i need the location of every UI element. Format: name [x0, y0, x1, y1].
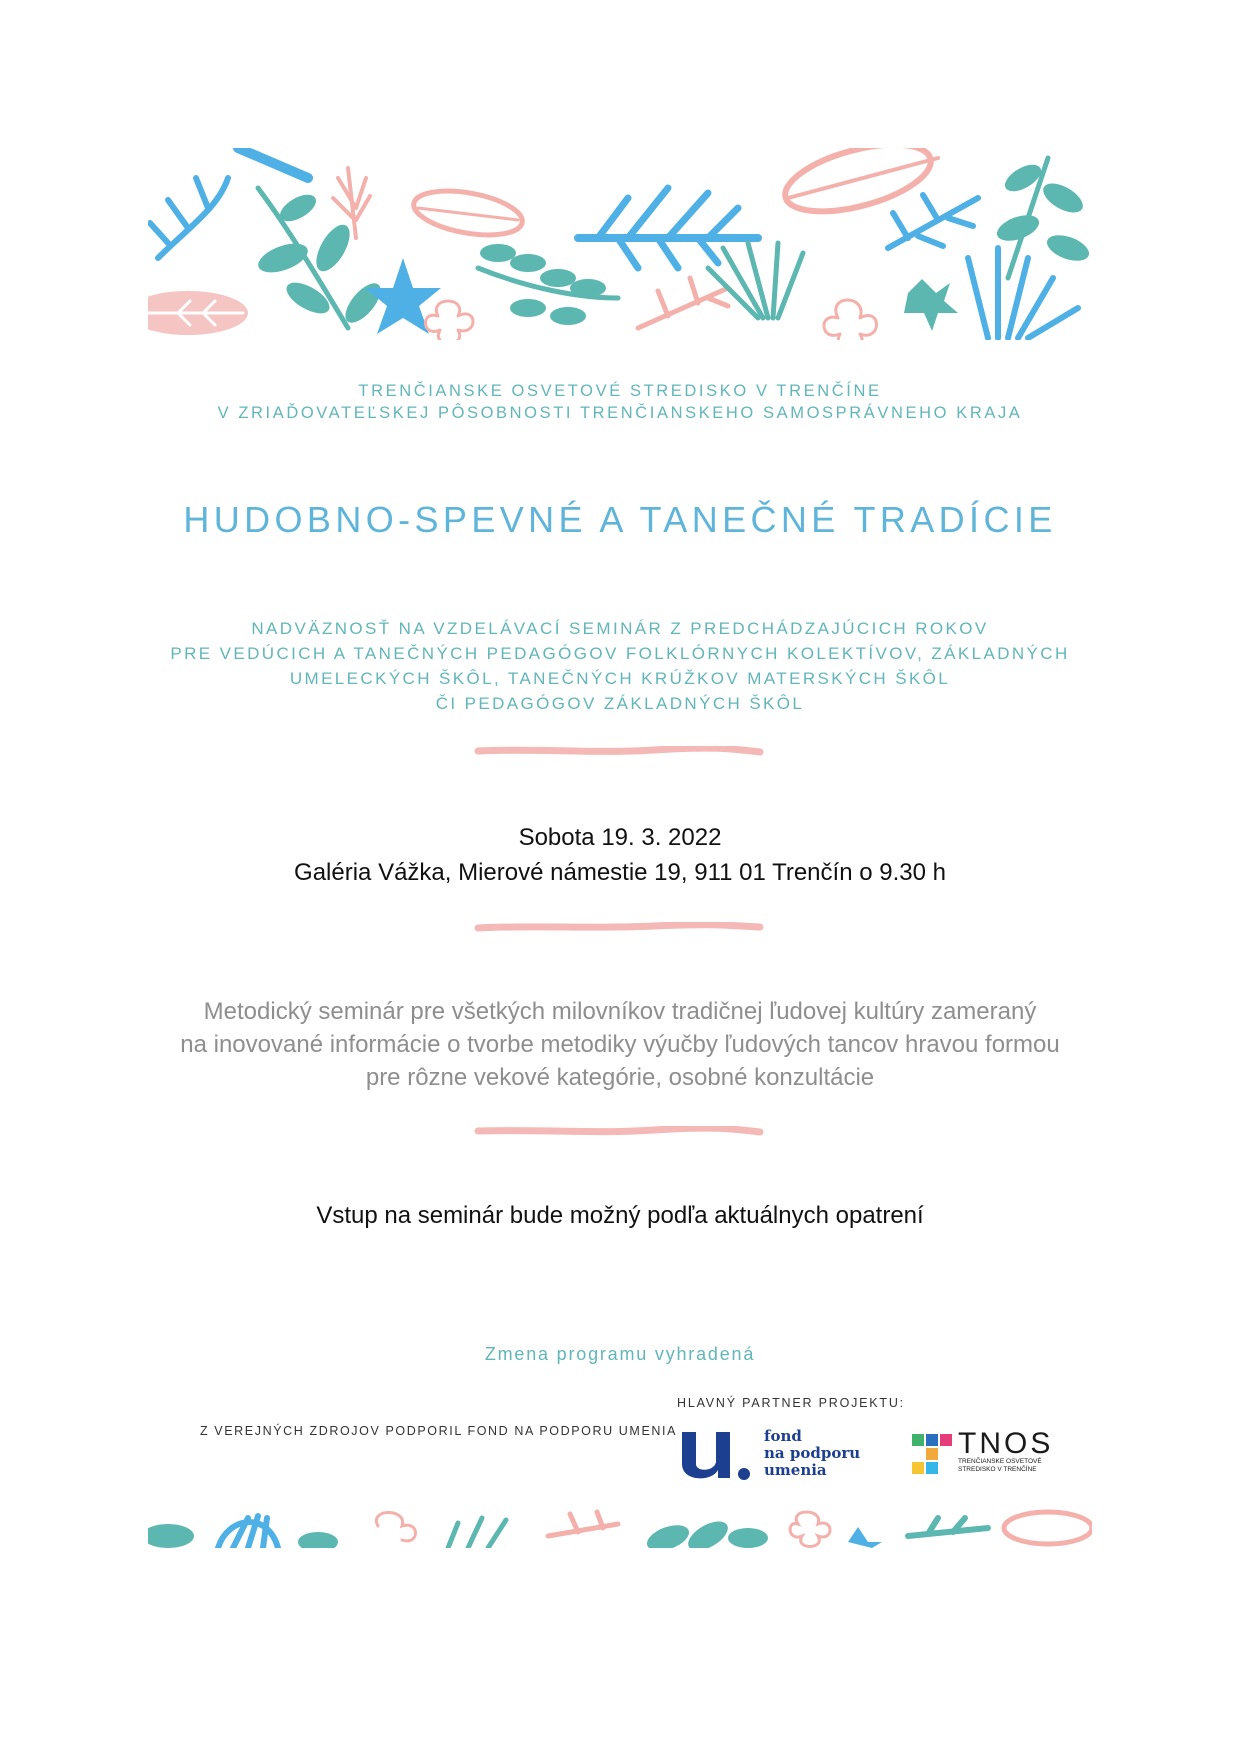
tnos-mosaic-icon — [910, 1432, 954, 1476]
pink-brush-divider — [474, 746, 764, 756]
fpu-text-line-1: fond — [764, 1427, 802, 1445]
organizer-line-1: TRENČIANSKE OSVETOVÉ STREDISKO V TRENČÍNE — [358, 382, 882, 400]
partner-label: HLAVNÝ PARTNER PROJEKTU: — [677, 1396, 905, 1410]
tnos-wordmark: TNOS — [958, 1427, 1054, 1460]
fpu-text-line-3: umenia — [764, 1461, 827, 1479]
subtitle-line-1: NADVÄZNOSŤ NA VZDELÁVACÍ SEMINÁR Z PREDCHÁDZAJÚCICH ROKOV — [251, 619, 989, 638]
event-place: Galéria Vážka, Mierové námestie 19, 911 01 Trenčín o 9.30 h — [294, 859, 946, 886]
fpu-u-mark-icon — [676, 1426, 760, 1484]
description-line-1: Metodický seminár pre všetkých milovníkov tradičnej ľudovej kultúry zameraný — [203, 998, 1037, 1025]
tnos-subtitle-line-2: STREDISKO V TRENČÍNE — [958, 1466, 1037, 1473]
pink-brush-divider — [474, 1126, 764, 1136]
bottom-leaf-banner — [148, 1506, 1092, 1548]
event-date: Sobota 19. 3. 2022 — [518, 824, 722, 851]
tnos-subtitle-line-1: TRENČIANSKE OSVETOVÉ — [958, 1458, 1042, 1465]
program-change-note: Zmena programu vyhradená — [484, 1344, 756, 1364]
event-title: HUDOBNO-SPEVNÉ A TANEČNÉ TRADÍCIE — [183, 499, 1057, 540]
pink-brush-divider — [474, 922, 764, 932]
subtitle-line-3: UMELECKÝCH ŠKÔL, TANEČNÝCH KRÚŽKOV MATERSKÝCH ŠKÔL — [289, 669, 951, 688]
subtitle-line-4: ČI PEDAGÓGOV ZÁKLADNÝCH ŠKÔL — [435, 694, 805, 713]
fond-na-podporu-umenia-logo — [676, 1426, 866, 1484]
organizer-header — [0, 380, 1240, 424]
event-subtitle — [0, 616, 1240, 716]
organizer-line-2: V ZRIAĎOVATEĽSKEJ PÔSOBNOSTI TRENČIANSKEHO SAMOSPRÁVNEHO KRAJA — [217, 404, 1023, 422]
top-leaf-banner — [148, 148, 1092, 340]
tnos-subtitle — [958, 1458, 1042, 1474]
fpu-text-line-2: na podporu — [764, 1444, 861, 1462]
subtitle-line-2: PRE VEDÚCICH A TANEČNÝCH PEDAGÓGOV FOLKLÓRNYCH KOLEKTÍVOV, ZÁKLADNÝCH — [170, 644, 1070, 663]
event-description — [0, 995, 1240, 1094]
leaf-pattern-illustration — [148, 148, 1092, 340]
leaf-pattern-illustration — [148, 1506, 1092, 1548]
support-statement: Z VEREJNÝCH ZDROJOV PODPORIL FOND NA PODPORU UMENIA — [200, 1424, 678, 1438]
tnos-logo — [910, 1427, 1060, 1480]
description-line-2: na inovované informácie o tvorbe metodiky výučby ľudových tancov hravou formou — [180, 1031, 1060, 1058]
entry-note: Vstup na seminár bude možný podľa aktuálnych opatrení — [316, 1202, 924, 1229]
event-details — [0, 820, 1240, 890]
description-line-3: pre rôzne vekové kategórie, osobné konzultácie — [365, 1064, 875, 1091]
